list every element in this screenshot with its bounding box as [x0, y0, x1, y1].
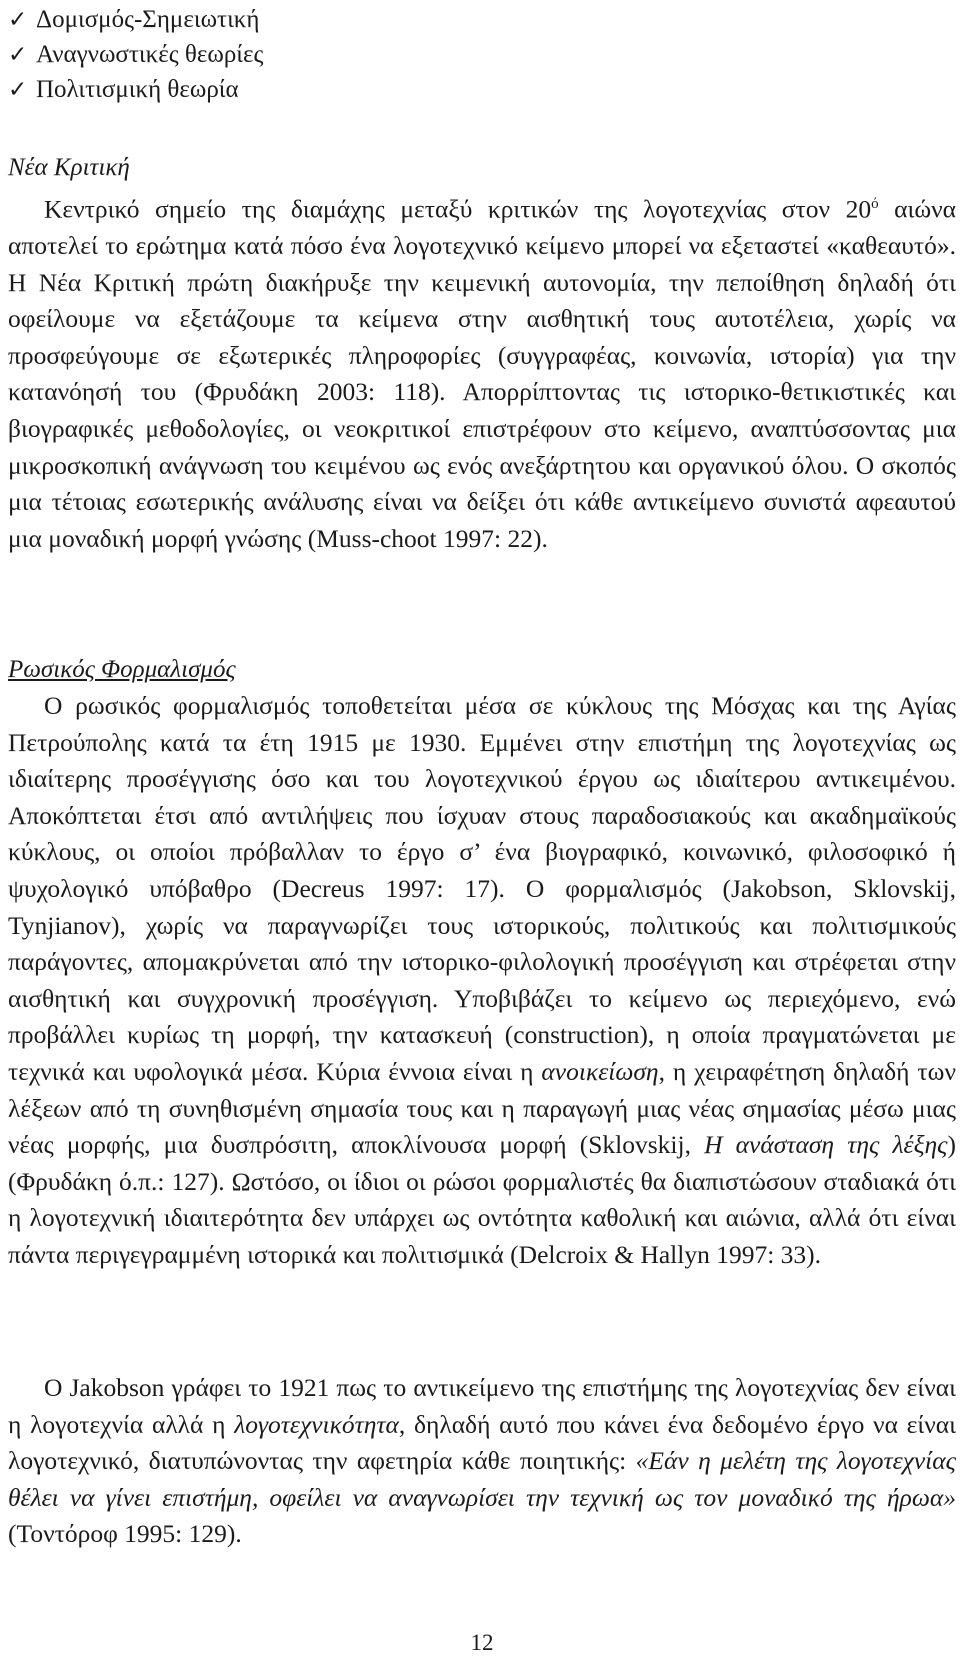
checklist-item-label: Αναγνωστικές θεωρίες — [36, 41, 264, 68]
section-heading-new-criticism: Νέα Κριτική — [8, 154, 130, 181]
paragraph-text: Ο Jakobson γράφει το 1921 πως το αντικείμενο της επιστήμης της λογοτεχνίας δεν είναι η λογοτεχνία αλλά η — [8, 1373, 956, 1439]
russian-formalism-paragraph-1 — [8, 688, 956, 1274]
paragraph-text: (Τοντόροφ 1995: 129). — [8, 1519, 242, 1549]
italic-title: Η ανάσταση της λέξης — [704, 1130, 948, 1160]
paragraph-text: Κεντρικό σημείο της διαμάχης μεταξύ κριτικών της λογοτεχνίας στον 20 — [44, 194, 872, 224]
superscript-ordinal: ό — [871, 196, 879, 212]
check-icon: ✓ — [8, 42, 28, 68]
russian-formalism-paragraph-2 — [8, 1370, 956, 1553]
paragraph-text: , η χειραφέτηση δηλαδή των λέξεων από τη συνηθισμένη σημασία τους και η παραγωγή μιας νέας σημασίας μέσω μιας νέας μορφής, μια δυσπρόσιτη, αποκλίνουσα μορφή (Sklovskij, — [8, 1056, 956, 1160]
paragraph-text: , δηλαδή αυτό που κάνει ένα δεδομένο έργο να είναι λογοτεχνικό, διατυπώνοντας την αφετηρία κάθε ποιητικής: — [8, 1409, 956, 1476]
section-heading-text: Ρωσικός Φορμαλισμός — [8, 656, 236, 683]
italic-term: λογοτεχνικότητα — [234, 1409, 399, 1439]
check-icon: ✓ — [8, 77, 28, 103]
paragraph-text: αιώνα αποτελεί το ερώτημα κατά πόσο ένα λογοτεχνικό κείμενο μπορεί να εξεταστεί «καθεαυτό». Η Νέα Κριτική πρώτη διακήρυξε την κειμενική αυτονομία, την πεποίθηση δηλαδή ότι οφείλουμε να εξετάζουμε τα κείμενα στην αισθητική τους αυτοτέλεια, χωρίς να προσφεύγουμε σε εξωτερικές πληροφορίες (συγγραφέας, κοινωνία, ιστορία) για την κατανόησή του (Φρυδάκη 2003: 118). Απορρίπτοντας τις ιστορικο-θετικιστικές και βιογραφικές μεθοδολογίες, οι νεοκριτικοί επιστρέφουν στο κείμενο, αναπτύσσοντας μια μικροσκοπική ανάγνωση του κειμένου ως ενός ανεξάρτητου και οργανικού όλου. Ο σκοπός μια τέτοιας εσωτερικής ανάλυσης είναι να δείξει ότι κάθε αντικείμενο συνιστά αφεαυτού μια μοναδική μορφή γνώσης (Muss-choot 1997: 22). — [8, 194, 957, 553]
paragraph-text: )(Φρυδάκη ό.π.: 127). Ωστόσο, οι ίδιοι οι ρώσοι φορμαλιστές θα διαπιστώσουν σταδιακά ότι η λογοτεχνική ιδιαιτερότητα δεν υπάρχει ως οντότητα καθολική και αιώνια, αλλά ότι είναι πάντα περιγεγραμμένη ιστορικά και πολιτισμικά (Delcroix & Hallyn 1997: 33). — [8, 1130, 957, 1269]
section-heading-russian-formalism — [8, 652, 236, 688]
check-icon: ✓ — [8, 7, 28, 33]
topic-checklist — [8, 2, 956, 107]
italic-term: ανοικείωση — [541, 1056, 659, 1086]
checklist-item-label: Δομισμός-Σημειωτική — [36, 6, 260, 33]
page-number: 12 — [470, 1630, 494, 1655]
checklist-item-label: Πολιτισμική θεωρία — [36, 76, 239, 103]
checklist-item — [8, 37, 956, 72]
document-page — [8, 0, 957, 1655]
new-criticism-paragraph — [8, 186, 956, 557]
paragraph-text: Ο ρωσικός φορμαλισμός τοποθετείται μέσα σε κύκλους της Μόσχας και της Αγίας Πετρούπολης κατά τα έτη 1915 με 1930. Εμμένει στην επιστήμη της λογοτεχνίας ως ιδιαίτερης προσέγγισης όσο και του λογοτεχνικού έργου ως ιδιαίτερου αντικειμένου. Αποκόπτεται έτσι από αντιλήψεις που ίσχυαν στους παραδοσιακούς και ακαδημαϊκούς κύκλους, οι οποίοι πρόβαλλαν το έργο σ’ ένα βιογραφικό, κοινωνικό, φιλοσοφικό ή ψυχολογικό υπόβαθρο (Decreus 1997: 17). Ο φορμαλισμός (Jakobson, Sklovskij, Tynjianov), χωρίς να παραγνωρίζει τους ιστορικούς, πολιτικούς και πολιτισμικούς παράγοντες, απομακρύνεται από την ιστορικο-φιλολογική προσέγγιση και στρέφεται στην αισθητική και συγχρονική προσέγγιση. Υποβιβάζει το κείμενο ως περιεχόμενο, ενώ προβάλλει κυρίως τη μορφή, την κατασκευή (construction), η οποία πραγματώνεται με τεχνικά και υφολογικά μέσα. Κύρια έννοια είναι η — [8, 691, 956, 1086]
italic-quote: «Εάν η μελέτη της λογοτεχνίας θέλει να γίνει επιστήμη, οφείλει να αναγνωρίσει την τεχνική ως τον μοναδικό της ήρωα» — [8, 1446, 956, 1512]
checklist-item — [8, 72, 956, 107]
checklist-item — [8, 2, 956, 37]
